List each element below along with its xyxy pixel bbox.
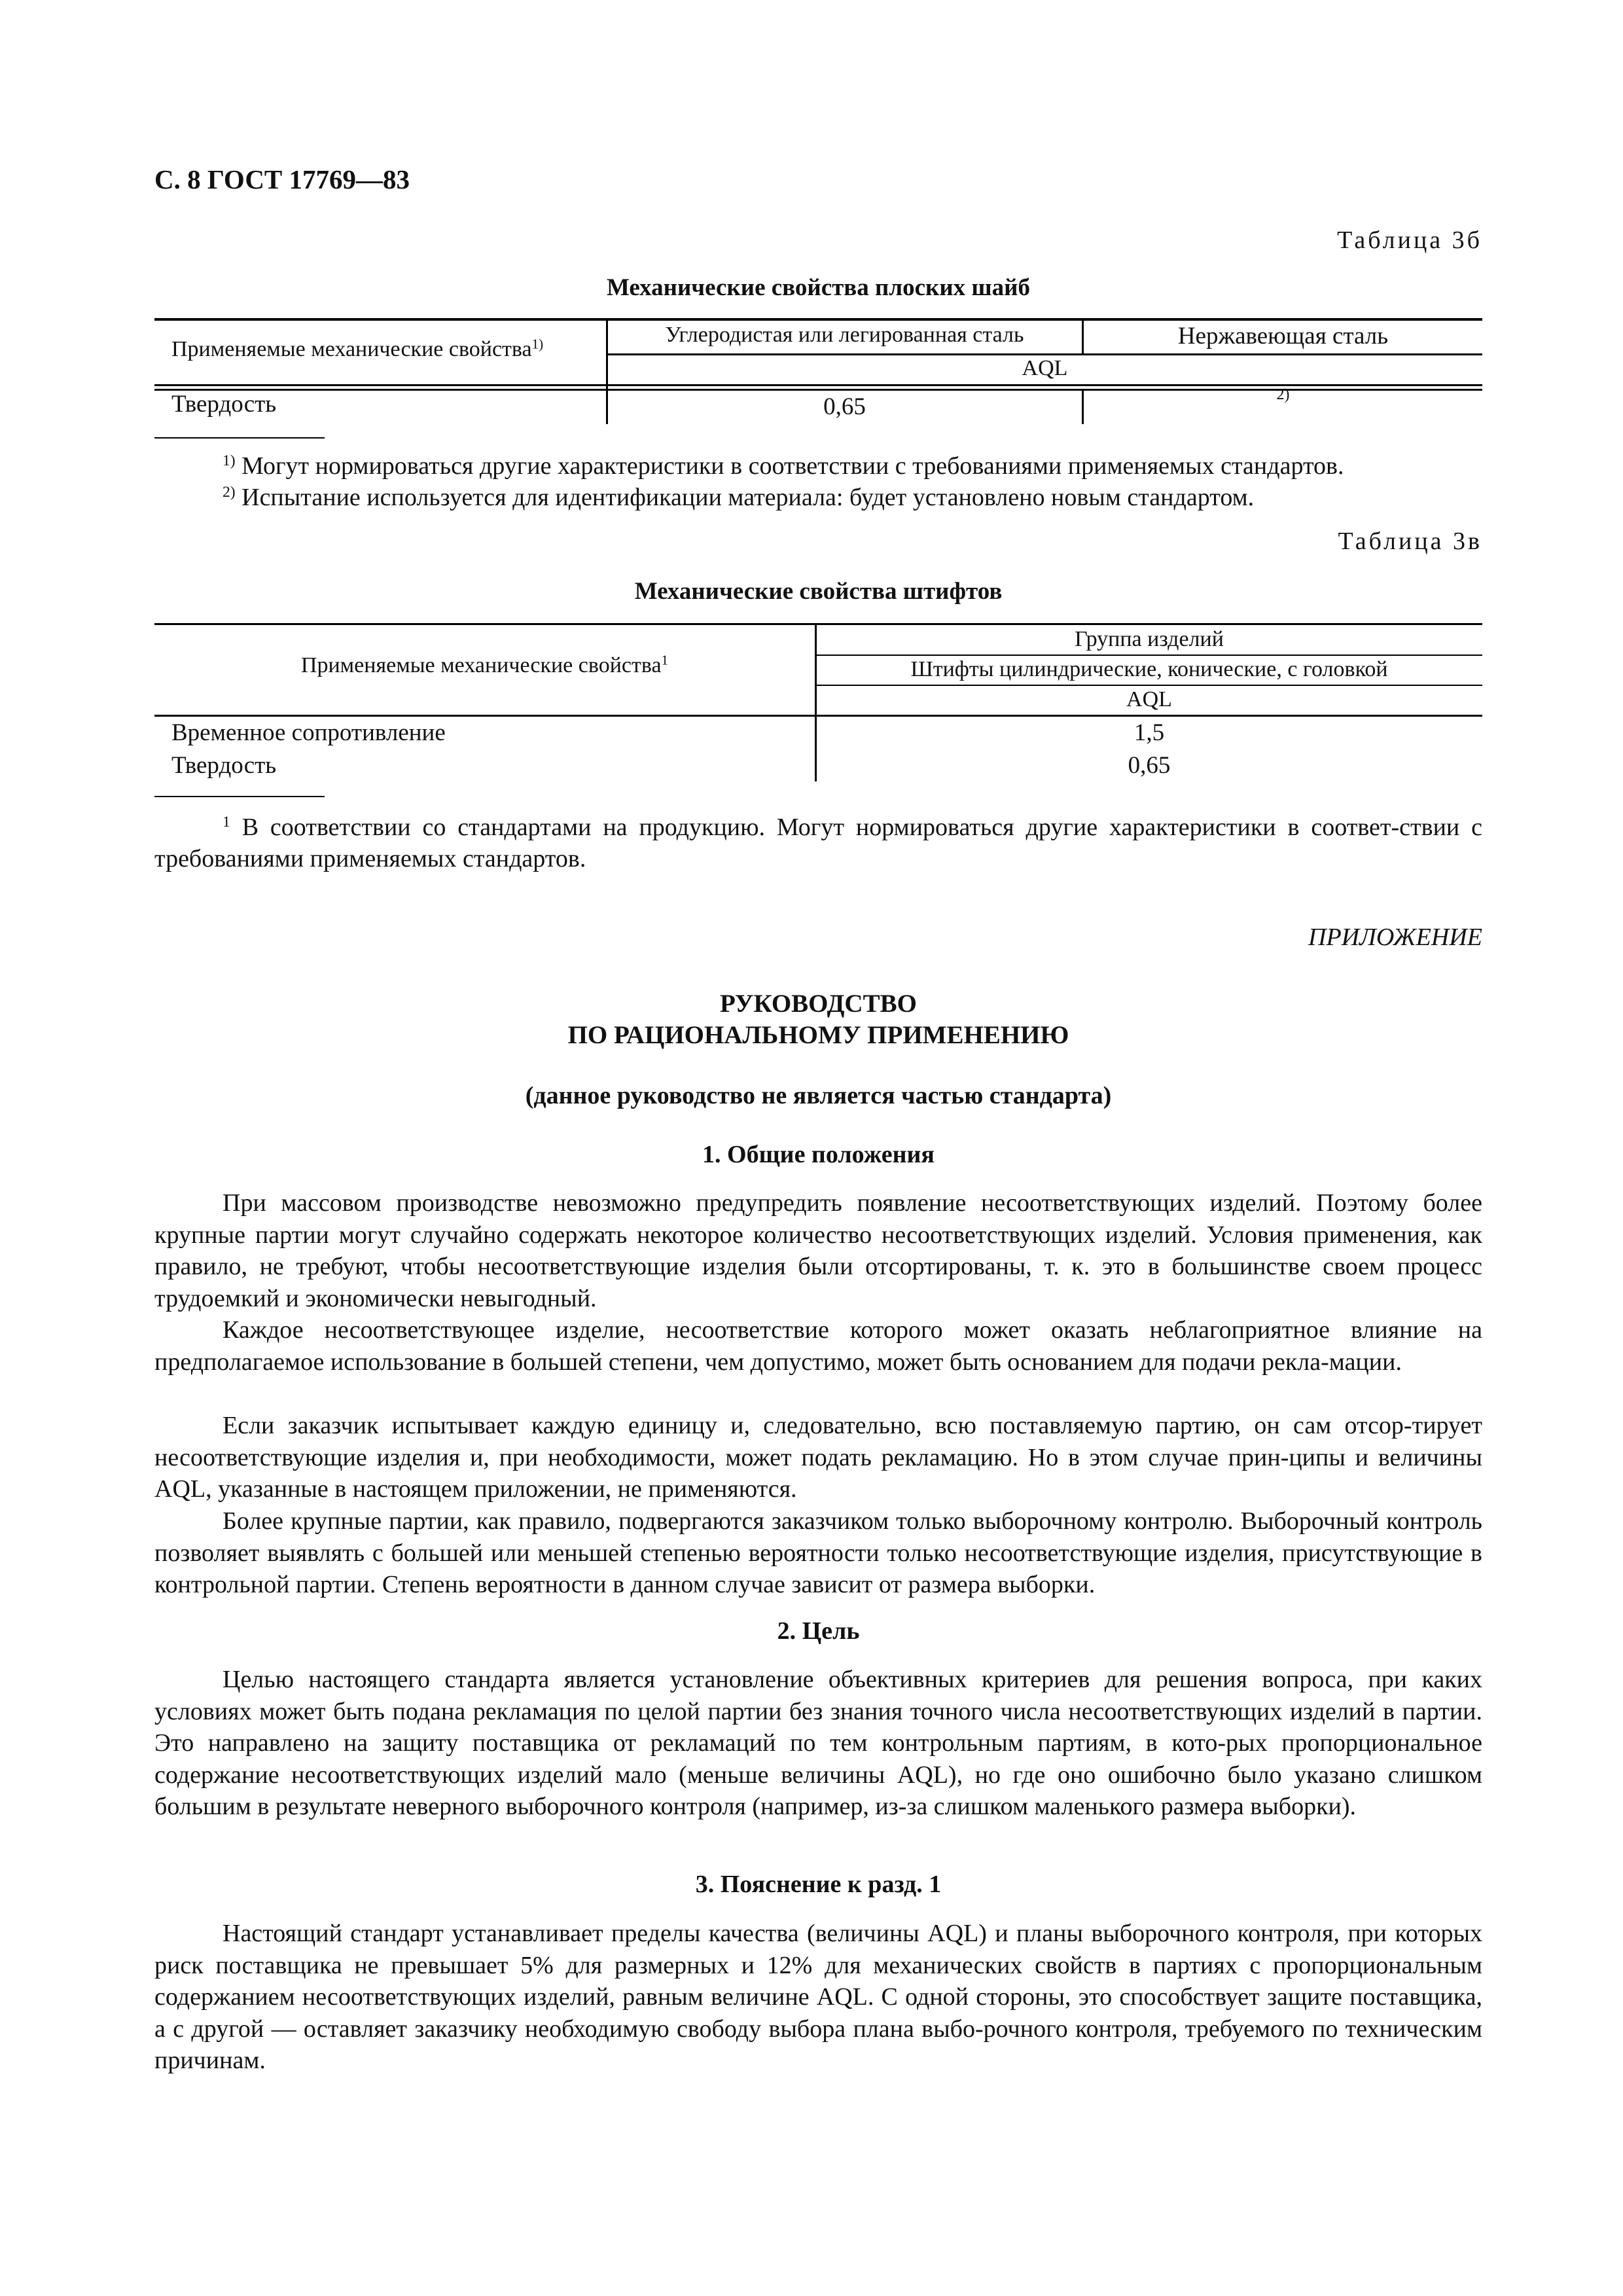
table-3v-row-value: 0,65 [1128, 752, 1171, 779]
table-3b-title: Механические свойства плоских шайб [607, 274, 1030, 301]
table-3b-stainless-note: 2) [1276, 386, 1290, 403]
table-3v-col-property: Применяемые механические свойства$^1$ [300, 652, 669, 677]
section-paragraph: Каждое несоответствующее изделие, несоответствие которого может оказать неблагоприятное влияние на предполагаемое использование в большей степени, чем допустимо, может быть основанием для подачи рекла-мации. [154, 1316, 1482, 1376]
table-3b-row-label: Твердость [171, 391, 277, 418]
table-3b-col-property: Применяемые механические свойства$^{1)}$ [171, 336, 544, 361]
table-3v-group-header: Группа изделий [1075, 627, 1224, 651]
table-3v-row-label: Временное сопротивление [171, 719, 446, 746]
table-3b-col-carbon: Углеродистая или легированная сталь [665, 323, 1024, 347]
section-paragraph: Если заказчик испытывает каждую единицу и, следовательно, всю поставляемую партию, он сам отсор-тирует несоответствующие изделия и, при необходимости, может подать рекламацию. Но в этом случае прин-ципы и величины AQL, указанные в настоящем приложении, не применяются. [154, 1412, 1482, 1503]
table-3v-row-label: Твердость [171, 752, 277, 779]
section-paragraph: Настоящий стандарт устанавливает пределы качества (величины AQL) и планы выборочного контроля, при которых риск поставщика не превышает 5% для размерных и 12% для механических свойств в партиях с пропорциональным содержанием несоответствующих изделий, равным величине AQL. С одной стороны, это способствует защите поставщика, а с другой — оставляет заказчику необходимую свободу выбора плана выбо-рочного контроля, требуемого по техническим причинам. [154, 1920, 1482, 2074]
appendix-title-line-1: РУКОВОДСТВО [720, 990, 917, 1018]
table-3v-row-value: 1,5 [1133, 719, 1165, 746]
table-3b-aql: AQL [1022, 356, 1068, 380]
table-3b-top-rule [154, 318, 1482, 321]
table-3v-group-rule [816, 655, 1482, 656]
section-paragraph: Целью настоящего стандарта является установление объективных критериев для решения вопроса, при каких условиях может быть подана рекламация по целой партии без знания точного числа несоответствующих изделий в партии. Это направлено на защиту поставщика от рекламаций по тем контрольным партиям, в кото-рых пропорциональное содержание несоответствующих изделий мало (меньше величины AQL), но где оно ошибочно было указано слишком большим в результате неверного выборочного контроля (например, из-за слишком маленького размера выборки). [154, 1666, 1482, 1820]
section-heading: 1. Общие положения [702, 1141, 935, 1168]
section-heading: 2. Цель [777, 1617, 860, 1645]
table-3v-label: Таблица 3в [1338, 528, 1482, 555]
section-heading: 3. Пояснение к разд. 1 [695, 1871, 942, 1898]
table-3v-aql: AQL [1126, 687, 1172, 711]
table-3b-footnote-2: $^{2)}$ Испытание используется для идентификации материала: будет установлено новым стандартом. [223, 484, 1255, 511]
table-3v-footnote: $^1$ В соответствии со стандартами на продукцию. Могут нормироваться другие характеристики в соответ-ствии с требованиями применяемых стандартов. [154, 814, 1483, 872]
table-3b-label: Таблица 3б [1337, 226, 1482, 254]
table-3b-row-value: 0,65 [823, 393, 866, 420]
table-3b-mid-rule [607, 353, 1482, 355]
section-paragraph: При массовом производстве невозможно предупредить появление несоответствующих изделий. Поэтому более крупные партии могут случайно содержать некоторое количество несоответствующих изделий. Условия применения, как правило, не требуют, чтобы несоответствующие изделия были отсортированы, т. к. это в большинстве своем процесс трудоемкий и экономически невыгодный. [154, 1189, 1482, 1312]
table-3b-footnote-rule [154, 437, 325, 439]
table-3v-sub-rule [816, 685, 1482, 686]
appendix-title-line-2: ПО РАЦИОНАЛЬНОМУ ПРИМЕНЕНИЮ [567, 1021, 1069, 1049]
table-3v-group-subheader: Штифты цилиндрические, конические, с головкой [910, 657, 1388, 681]
table-3b-col-stainless: Нержавеющая сталь [1177, 323, 1389, 350]
running-head: С. 8 ГОСТ 17769—83 [154, 164, 410, 194]
appendix-label: ПРИЛОЖЕНИЕ [1308, 924, 1482, 951]
table-3v-title: Механические свойства штифтов [634, 578, 1003, 605]
table-3v-top-rule [154, 623, 1482, 625]
table-3v-footnote-rule [154, 796, 325, 797]
table-3b-footnote-1: $^{1)}$ Могут нормироваться другие характеристики в соответствии с требованиями применяемых стандартов. [223, 452, 1344, 480]
section-paragraph: Более крупные партии, как правило, подвергаются заказчиком только выборочному контролю. Выборочный контроль позволяет выявлять с большей или меньшей степенью вероятности только несоответствующие изделия, присутствующие в контрольной партии. Степень вероятности в данном случае зависит от размера выборки. [154, 1507, 1482, 1598]
appendix-note: (данное руководство не является частью стандарта) [525, 1082, 1112, 1109]
table-3v-header-rule [154, 715, 1482, 717]
